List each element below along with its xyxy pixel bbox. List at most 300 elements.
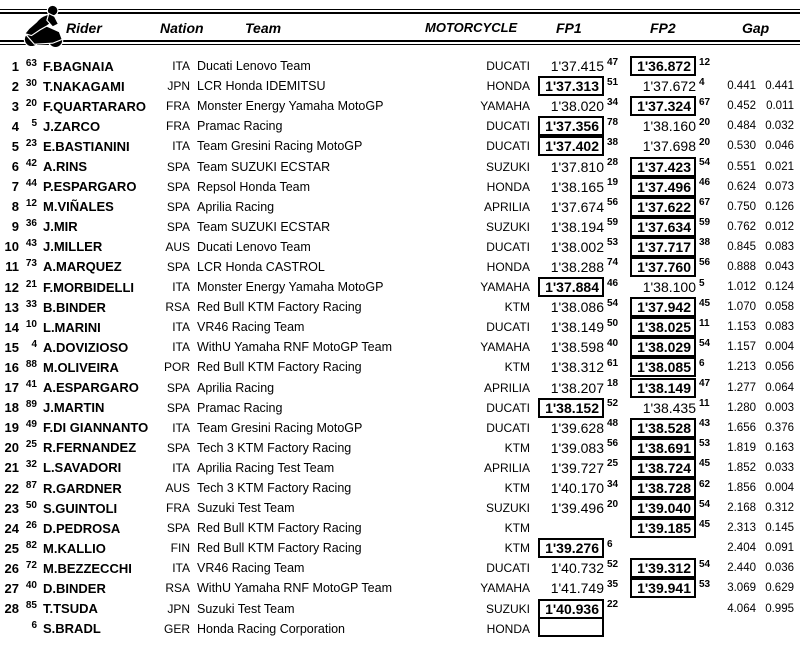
gap-fp1: 1.280 [727,401,756,414]
fp1-time: 1'38.165 [550,178,604,195]
motorcycle: SUZUKI [485,219,530,234]
fp1-laps: 56 [607,197,619,209]
position: 19 [4,420,19,436]
gap-fp1: 1.070 [727,301,756,314]
fp2-time: 1'37.423 [630,157,696,177]
gap-fp1: 1.157 [727,341,756,354]
fp1-laps: 20 [607,498,619,510]
motorcycle: DUCATI [486,119,530,134]
gap-fp2: 0.058 [765,301,794,314]
gap-fp1: 0.452 [727,100,756,113]
fp1-time: 1'37.402 [538,136,604,156]
gap-fp2: 0.036 [765,562,794,575]
rider-number: 89 [25,399,37,411]
motorcycle: APRILIA [483,380,530,395]
nation: FRA [166,99,190,114]
fp2-time: 1'38.029 [630,337,696,357]
motorcycle: KTM [504,360,530,375]
gap-fp1: 0.888 [727,260,756,273]
fp2-cell [622,157,696,177]
team: Suzuki Test Team [197,601,295,616]
fp1-cell [530,277,604,297]
gap-fp2: 0.091 [765,542,794,555]
gap-fp1: 2.440 [727,562,756,575]
fp2-laps: 67 [699,96,711,108]
rider-number: 36 [25,218,37,230]
fp2-laps: 62 [699,478,711,490]
table-row [0,578,800,598]
table-row [0,96,800,116]
gap-fp2: 0.046 [765,140,794,153]
rider-number: 44 [25,178,37,190]
fp1-laps: 34 [607,478,619,490]
rider-name: L.SAVADORI [43,460,122,476]
gap-fp1: 3.069 [727,582,756,595]
fp1-laps: 47 [607,56,619,68]
team: WithU Yamaha RNF MotoGP Team [197,340,392,355]
fp2-cell [622,197,696,217]
rider-number: 85 [25,600,37,612]
fp1-laps: 34 [607,96,619,108]
fp1-time: 1'41.749 [550,580,604,597]
motorcycle: YAMAHA [480,99,530,114]
position: 11 [5,259,19,275]
nation: ITA [172,59,190,74]
position: 18 [4,400,19,416]
nation: SPA [166,259,190,274]
fp1-time: 1'38.312 [550,359,604,376]
rider-number: 23 [25,137,37,149]
fp1-laps: 52 [607,398,619,410]
header-rule-top-outer [0,9,800,10]
fp1-time: 1'37.884 [538,277,604,297]
gap-fp2: 0.021 [765,160,794,173]
rider-number: 49 [25,419,37,431]
fp1-time: 1'39.628 [550,419,604,436]
motorcycle: YAMAHA [480,581,530,596]
fp1-time: 1'37.356 [538,116,604,136]
team: Red Bull KTM Factory Racing [197,360,362,375]
fp1-cell [530,199,604,215]
column-header-team: Team [239,19,287,37]
gap-fp1: 2.404 [727,542,756,555]
fp1-time: 1'38.598 [550,339,604,356]
fp2-time: 1'37.634 [630,217,696,237]
gap-fp1: 1.153 [727,321,756,334]
nation: JPN [167,79,190,94]
gap-fp1: 0.551 [727,160,756,173]
rider-number: 21 [25,278,37,290]
team: WithU Yamaha RNF MotoGP Team [197,581,392,596]
position: 25 [4,540,19,556]
rider-number: 33 [25,298,37,310]
fp2-cell [622,458,696,478]
rider-number: 42 [25,158,37,170]
rider-name: F.MORBIDELLI [43,279,134,295]
rider-number: 12 [25,198,37,210]
fp2-cell [622,498,696,518]
fp2-laps: 45 [699,297,711,309]
fp2-laps: 45 [699,458,711,470]
rider-name: M.VIÑALES [43,199,114,215]
rider-number: 4 [31,338,37,350]
fp1-cell [530,76,604,96]
fp2-time: 1'37.760 [630,257,696,277]
rider-name: J.MILLER [43,239,103,255]
fp2-time: 1'38.691 [630,438,696,458]
nation: ITA [172,460,190,475]
column-header-rider: Rider [60,19,108,37]
fp1-laps: 59 [607,217,619,229]
gap-fp2: 0.003 [765,401,794,414]
fp2-time: 1'39.185 [630,518,696,538]
nation: POR [163,360,190,375]
fp1-time: 1'37.674 [550,198,604,215]
motorcycle: HONDA [486,79,530,94]
table-row [0,378,800,398]
table-row [0,136,800,156]
rider-name: T.NAKAGAMI [43,78,125,94]
rider-number: 30 [25,77,37,89]
position: 2 [11,78,19,94]
fp2-time: 1'37.672 [642,78,696,95]
fp2-cell [622,438,696,458]
fp1-cell [530,219,604,235]
fp2-laps: 43 [699,418,711,430]
fp1-time: 1'37.313 [538,76,604,96]
team: Tech 3 KTM Factory Racing [197,440,352,455]
motorcycle: KTM [504,481,530,496]
fp1-cell [530,500,604,516]
motorcycle: HONDA [486,621,530,636]
fp2-time: 1'37.496 [630,177,696,197]
fp1-laps: 40 [607,337,619,349]
fp1-cell [530,359,604,375]
table-row [0,619,800,639]
motorcycle: DUCATI [486,320,530,335]
fp1-laps: 35 [607,578,619,590]
fp2-cell [622,118,696,134]
fp2-laps: 54 [699,337,711,349]
fp2-time: 1'38.100 [642,279,696,296]
fp2-cell [622,357,696,377]
fp2-cell [622,56,696,76]
nation: RSA [165,300,190,315]
fp2-time: 1'39.040 [630,498,696,518]
gap-fp2: 0.011 [766,100,794,113]
position: 6 [11,159,19,175]
fp1-cell [530,580,604,596]
rider-name: T.TSUDA [43,601,98,617]
fp1-laps: 22 [607,599,619,611]
position: 4 [11,118,19,134]
motorcycle: DUCATI [486,400,530,415]
column-header-motorcycle: MOTORCYCLE [419,19,523,37]
position: 28 [4,601,19,617]
gap-fp2: 0.056 [765,361,794,374]
motorcycle-racer-icon [20,1,68,49]
fp2-time: 1'37.698 [642,138,696,155]
table-row [0,458,800,478]
fp1-time: 1'38.086 [550,299,604,316]
gap-fp1: 1.852 [727,461,756,474]
gap-fp2: 0.145 [765,522,794,535]
fp2-laps: 54 [699,157,711,169]
rider-number: 43 [25,238,37,250]
fp1-cell [530,398,604,418]
rider-name: A.RINS [43,159,88,175]
fp1-laps: 78 [607,116,619,128]
team: Repsol Honda Team [197,179,311,194]
gap-fp1: 0.484 [727,120,756,133]
gap-fp2: 0.376 [765,421,794,434]
rider-name: S.BRADL [43,621,101,637]
fp2-laps: 54 [699,558,711,570]
nation: ITA [172,139,190,154]
position: 1 [11,58,19,74]
fp1-cell [530,239,604,255]
team: Red Bull KTM Factory Racing [197,300,362,315]
team: Ducati Lenovo Team [197,59,311,74]
table-row [0,217,800,237]
table-row [0,558,800,578]
gap-fp2: 0.124 [765,281,794,294]
fp1-cell [530,136,604,156]
table-row [0,197,800,217]
gap-fp1: 0.750 [727,200,756,213]
fp2-cell [622,558,696,578]
fp2-time: 1'38.025 [630,317,696,337]
rider-name: D.PEDROSA [43,520,121,536]
team: Tech 3 KTM Factory Racing [197,481,352,496]
motorcycle: SUZUKI [485,601,530,616]
gap-fp2: 0.083 [765,321,794,334]
gap-fp2: 0.032 [765,120,794,133]
fp2-cell [622,96,696,116]
rider-number: 50 [25,499,37,511]
fp1-laps: 25 [607,458,619,470]
position: 8 [11,199,19,215]
fp1-cell [530,440,604,456]
motorcycle: APRILIA [483,460,530,475]
team: Pramac Racing [197,400,283,415]
nation: GER [163,621,190,636]
fp1-laps: 19 [607,177,619,189]
motorcycle: DUCATI [486,239,530,254]
gap-fp1: 0.845 [727,240,756,253]
fp2-laps: 20 [699,116,711,128]
nation: FRA [166,501,190,516]
fp2-time: 1'38.149 [630,378,696,398]
fp1-time: 1'38.149 [550,319,604,336]
column-header-gap: Gap [736,19,775,37]
gap-fp2: 0.629 [765,582,794,595]
rider-number: 40 [25,579,37,591]
fp2-laps: 5 [699,277,705,289]
table-row [0,538,800,558]
gap-fp2: 0.064 [765,381,794,394]
rider-name: R.FERNANDEZ [43,440,137,456]
table-row [0,337,800,357]
fp2-time: 1'38.528 [630,418,696,438]
motorcycle: KTM [504,300,530,315]
nation: SPA [166,159,190,174]
nation: FRA [166,119,190,134]
fp2-time: 1'39.312 [630,558,696,578]
position: 15 [4,339,19,355]
fp1-laps: 53 [607,237,619,249]
rider-name: M.OLIVEIRA [43,359,119,375]
fp2-cell [622,237,696,257]
column-header-nation: Nation [154,19,210,37]
gap-fp1: 1.656 [727,421,756,434]
nation: ITA [172,280,190,295]
fp2-cell [622,257,696,277]
gap-fp1: 0.441 [727,80,756,93]
nation: ITA [172,340,190,355]
motorcycle: DUCATI [486,59,530,74]
fp2-laps: 59 [699,217,711,229]
header-rule-bottom-inner [0,40,800,42]
gap-fp1: 0.624 [727,180,756,193]
fp2-time: 1'36.872 [630,56,696,76]
gap-fp2: 0.043 [765,260,794,273]
fp1-time: 1'39.276 [538,538,604,558]
rider-number: 10 [25,318,37,330]
motorcycle: SUZUKI [485,159,530,174]
fp2-cell [622,138,696,154]
motorcycle: DUCATI [486,561,530,576]
team: Aprilia Racing [197,199,275,214]
fp2-cell [622,217,696,237]
rider-name: M.KALLIO [43,540,106,556]
team: Team Gresini Racing MotoGP [197,139,363,154]
fp1-laps: 46 [607,277,619,289]
motorcycle: KTM [504,521,530,536]
nation: SPA [166,219,190,234]
fp2-time: 1'38.435 [642,399,696,416]
gap-fp2: 0.441 [765,80,794,93]
table-row [0,418,800,438]
team: Suzuki Test Team [197,501,295,516]
rider-number: 6 [31,620,37,632]
nation: ITA [172,420,190,435]
team: LCR Honda CASTROL [197,259,325,274]
rider-number: 41 [25,379,37,391]
fp1-cell [530,617,604,640]
fp1-cell [530,58,604,74]
fp2-laps: 6 [699,357,705,369]
gap-fp2: 0.995 [765,602,794,615]
team: Team Gresini Racing MotoGP [197,420,363,435]
team: Monster Energy Yamaha MotoGP [197,280,384,295]
fp2-time: 1'37.622 [630,197,696,217]
fp1-cell [530,420,604,436]
gap-fp2: 0.083 [765,240,794,253]
fp1-cell [530,380,604,396]
fp1-laps: 54 [607,297,619,309]
fp2-laps: 47 [699,378,711,390]
position: 17 [4,380,19,396]
fp1-cell [530,538,604,558]
fp1-cell [530,159,604,175]
rider-name: F.QUARTARARO [43,98,147,114]
fp2-cell [622,378,696,398]
fp2-time: 1'37.942 [630,297,696,317]
table-row [0,257,800,277]
fp1-cell [530,460,604,476]
rider-name: L.MARINI [43,319,101,335]
table-row [0,277,800,297]
fp2-laps: 11 [699,398,710,410]
nation: AUS [165,481,190,496]
fp1-laps: 74 [607,257,619,269]
table-row [0,599,800,619]
fp1-time [538,617,604,637]
rider-number: 72 [25,559,37,571]
rider-name: A.MARQUEZ [43,259,122,275]
gap-fp2: 0.004 [765,341,794,354]
fp1-time: 1'38.002 [550,238,604,255]
table-row [0,76,800,96]
gap-fp1: 4.064 [727,602,756,615]
fp2-cell [622,78,696,94]
header-rule-top-inner [0,12,800,14]
table-row [0,156,800,176]
nation: SPA [166,400,190,415]
gap-fp1: 2.168 [727,502,756,515]
motorcycle: HONDA [486,179,530,194]
rider-number: 82 [25,539,37,551]
table-row [0,478,800,498]
team: Red Bull KTM Factory Racing [197,521,362,536]
fp1-cell [530,319,604,335]
fp2-time: 1'38.085 [630,357,696,377]
motorcycle: DUCATI [486,139,530,154]
rider-name: E.BASTIANINI [43,138,130,154]
fp2-cell [622,418,696,438]
motorcycle: YAMAHA [480,340,530,355]
fp1-time: 1'40.732 [550,560,604,577]
position: 24 [4,520,19,536]
fp1-laps: 48 [607,418,619,430]
gap-fp2: 0.073 [765,180,794,193]
table-row [0,177,800,197]
rider-name: R.GARDNER [43,480,122,496]
fp2-time: 1'38.728 [630,478,696,498]
position: 13 [4,299,19,315]
fp1-cell [530,299,604,315]
rider-number: 88 [25,358,37,370]
fp2-cell [622,478,696,498]
fp1-laps: 51 [607,76,619,88]
fp1-cell [530,560,604,576]
nation: RSA [165,581,190,596]
fp1-time: 1'37.415 [550,58,604,75]
rider-name: J.ZARCO [43,118,101,134]
gap-fp1: 1.819 [727,441,756,454]
fp1-time: 1'38.194 [550,218,604,235]
motorcycle: HONDA [486,259,530,274]
rider-name: P.ESPARGARO [43,179,137,195]
team: Honda Racing Corporation [197,621,346,636]
fp1-time: 1'38.152 [538,398,604,418]
position: 10 [4,239,19,255]
gap-fp1: 1.856 [727,482,756,495]
fp2-cell [622,518,696,538]
fp2-cell [622,177,696,197]
gap-fp2: 0.012 [765,220,794,233]
